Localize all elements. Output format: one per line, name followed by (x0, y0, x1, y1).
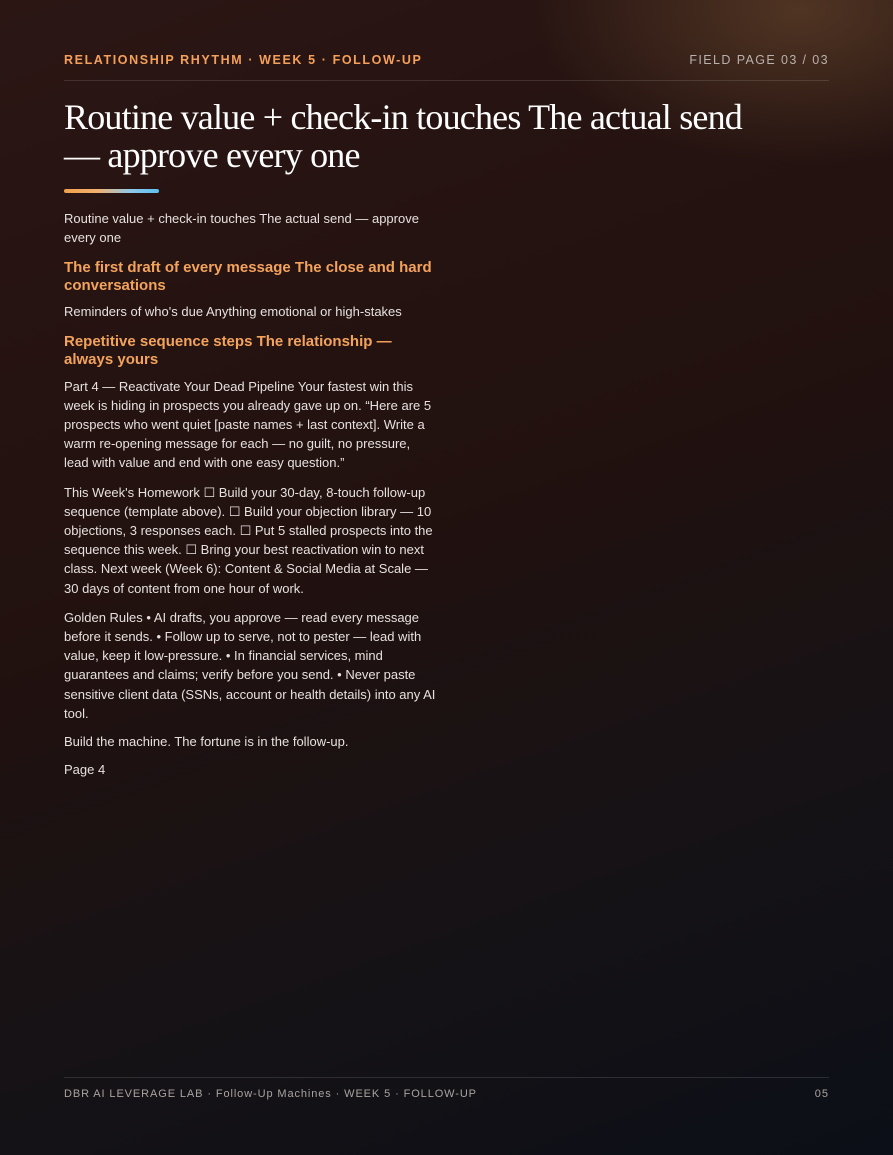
title-accent-bar (64, 189, 159, 193)
header-kicker: RELATIONSHIP RHYTHM · WEEK 5 · FOLLOW-UP (64, 53, 423, 67)
body-content (64, 209, 436, 779)
paragraph-reactivate-pipeline: Part 4 — Reactivate Your Dead Pipeline Your fastest win this week is hiding in prospects you already gave up on. “Here are 5 prospects who went quiet [paste names + last context]. Write a warm re-opening message for each — no guilt, no pressure, lead with value and end with one easy question.” (64, 378, 432, 471)
page-header (64, 53, 829, 81)
page-footer (64, 1077, 829, 1108)
footer-label: DBR AI LEVERAGE LAB · Follow-Up Machines · WEEK 5 · FOLLOW-UP (64, 1088, 477, 1100)
intro-paragraph: Routine value + check-in touches The actual send — approve every one (64, 211, 419, 246)
page-title: Routine value + check-in touches The actual send — approve every one (64, 97, 742, 175)
section-heading-sequence: Repetitive sequence steps The relationship — always yours (64, 332, 392, 368)
paragraph-page-label: Page 4 (64, 762, 106, 778)
paragraph-homework: This Week's Homework ☐ Build your 30-day, 8-touch follow-up sequence (template above). ☐ Build your objection library — 10 objections, 3 responses each. ☐ Put 5 stalled prospects into the sequence this week. ☐ Bring your best reactivation win to next class. Next week (Week 6): Content & Social Media at Scale — 30 days of content from one hour of work. (64, 484, 433, 596)
paragraph-golden-rules: Golden Rules • AI drafts, you approve — read every message before it sends. • Follow up to serve, not to pester — lead with value, keep it low-pressure. • In financial services, mind guarantees and claims; verify before you send. • Never paste sensitive client data (SSNs, account or health details) into any AI tool. (64, 609, 436, 721)
footer-page-number: 05 (814, 1088, 829, 1100)
paragraph-closing-line: Build the machine. The fortune is in the follow-up. (64, 734, 349, 750)
document-page (64, 0, 829, 1155)
section-heading-draft: The first draft of every message The close and hard conversations (64, 259, 432, 295)
paragraph-reminders: Reminders of who's due Anything emotional or high-stakes (64, 304, 402, 320)
header-page-number: FIELD PAGE 03 / 03 (689, 53, 829, 67)
